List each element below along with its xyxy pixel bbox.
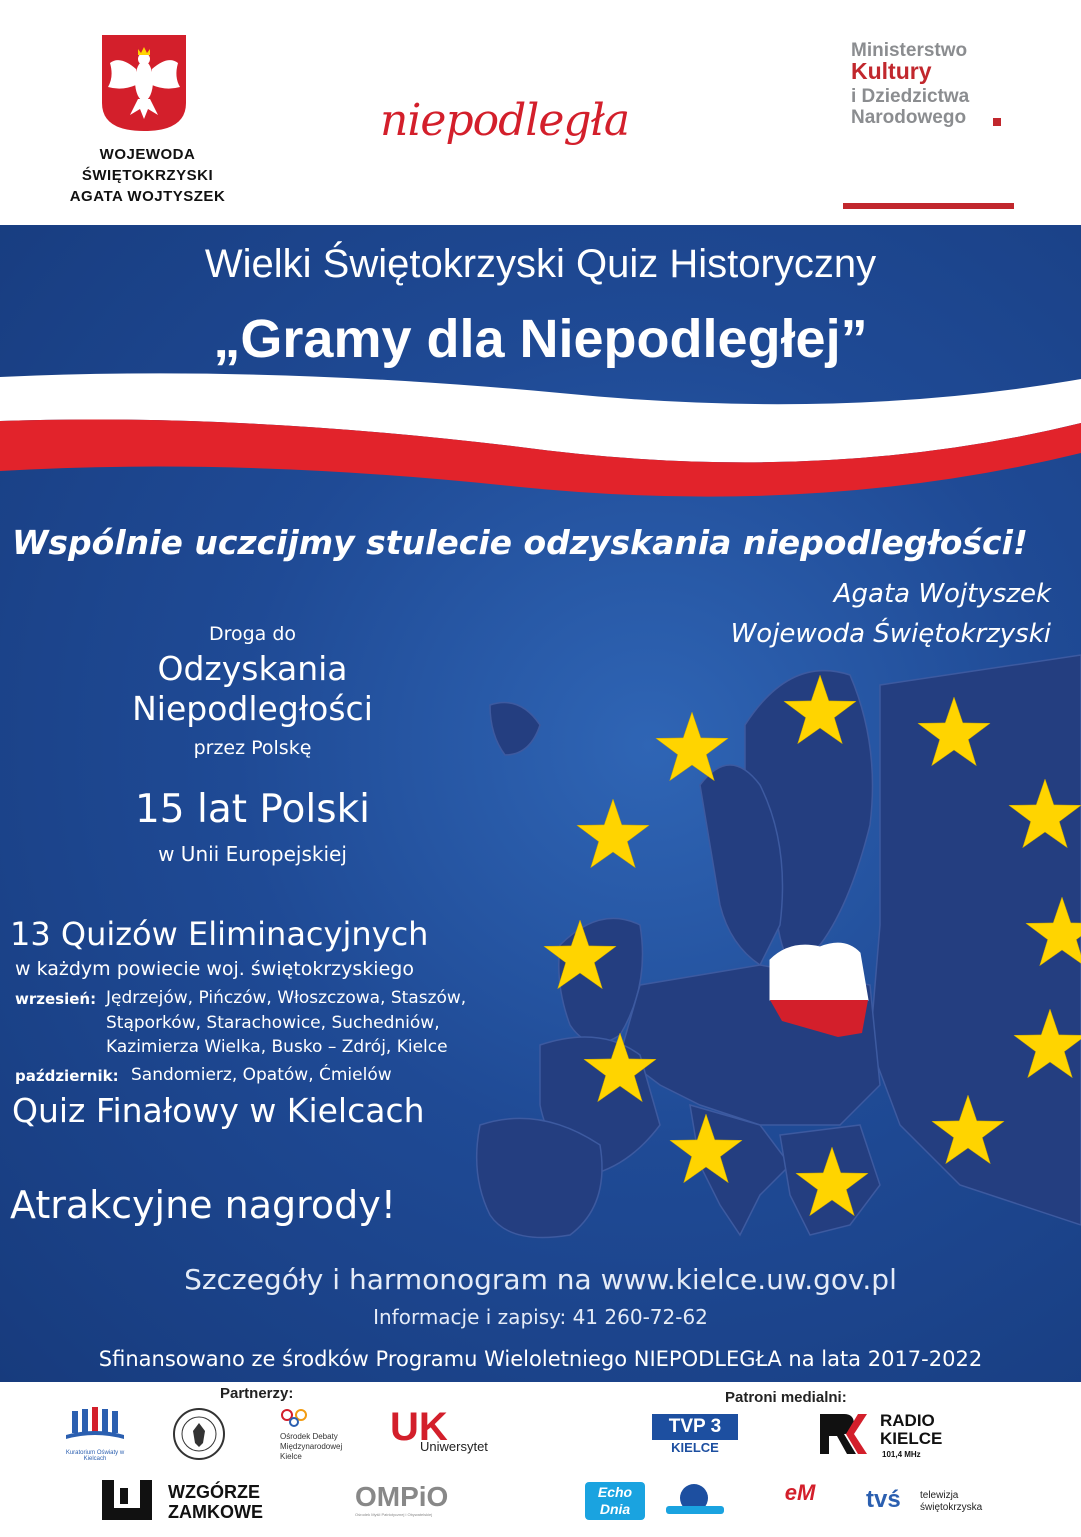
september-line-1: Jędrzejów, Pińczów, Włoszczowa, Staszów, — [106, 988, 467, 1008]
ministry-red-bar — [843, 203, 1014, 209]
topic2-small: w Unii Europejskiej — [158, 842, 347, 866]
kuratorium-logo — [60, 1407, 130, 1462]
title-line-1: Wielki Świętokrzyski Quiz Historyczny — [204, 242, 877, 286]
tvp3-mark: TVP 3 — [652, 1414, 738, 1440]
radio-kielce-freq: 101,4 MHz — [882, 1450, 921, 1459]
ministry-line-4: Narodowego — [851, 107, 967, 128]
ministry-line-2: Kultury — [851, 58, 932, 84]
echo-portal-icon — [660, 1482, 730, 1520]
ompio-logo — [355, 1481, 449, 1524]
kuratorium-books-icon — [60, 1407, 130, 1445]
radio-kielce-rk-icon — [820, 1412, 876, 1456]
quizzes-heading: 13 Quizów Eliminacyjnych — [10, 915, 429, 953]
title-line-2: „Gramy dla Niepodległej” — [213, 309, 868, 369]
footer — [0, 1382, 1081, 1537]
odm-circles-icon — [280, 1409, 310, 1427]
wojewoda-line-3: AGATA WOJTYSZEK — [69, 188, 226, 205]
prizes: Atrakcyjne nagrody! — [10, 1183, 396, 1227]
author-role: Wojewoda Świętokrzyski — [730, 619, 1051, 649]
funding-line: Sfinansowano ze środków Programu Wieloletniego NIEPODLEGŁA na lata 2017-2022 — [98, 1347, 983, 1371]
ujk-mark: UK — [390, 1405, 448, 1449]
final-quiz: Quiz Finałowy w Kielcach — [12, 1091, 425, 1130]
ujk-logo — [390, 1407, 500, 1467]
wzgorze-castle-icon — [100, 1478, 154, 1522]
odm-logo — [280, 1409, 350, 1469]
tvs-mark: tvś — [866, 1486, 901, 1513]
partners-label: Partnerzy: — [220, 1385, 294, 1402]
echo-portal-logo — [660, 1482, 730, 1520]
motto: Wspólnie uczcijmy stulecie odzyskania niepodległości! — [12, 523, 1028, 562]
wzgorze-zamkowe-logo — [100, 1478, 270, 1524]
ompio-subtext: Ośrodek Myśli Patriotycznej i Obywatelskiej — [355, 1512, 433, 1517]
niepodlegla-signature-logo: niepodległa — [380, 95, 630, 146]
topic1-big1: Odzyskania — [157, 649, 348, 688]
wojewoda-line-1: WOJEWODA — [99, 146, 196, 163]
october-line: Sandomierz, Opatów, Ćmielów — [131, 1065, 392, 1085]
media-label: Patroni medialni: — [725, 1389, 847, 1406]
tvp3-logo — [652, 1414, 742, 1474]
tvs-text: telewizja świętokrzyska — [920, 1490, 983, 1513]
ompio-text: OMPiO — [355, 1481, 449, 1512]
september-line-3: Kazimierza Wielka, Busko – Zdrój, Kielce — [106, 1037, 448, 1057]
ministry-line-1: Ministerstwo — [851, 40, 968, 61]
author-name: Agata Wojtyszek — [833, 579, 1051, 609]
eu-star-icon — [577, 799, 649, 868]
main-panel — [0, 225, 1081, 1382]
topic1-small: Droga do — [208, 623, 297, 645]
radio-kielce-text: RADIO KIELCE — [880, 1411, 943, 1448]
details-line: Szczegóły i harmonogram na www.kielce.uw.gov.pl — [184, 1263, 897, 1296]
ipn-logo — [172, 1407, 227, 1462]
september-label: wrzesień: — [15, 990, 97, 1008]
ministry-red-dot — [993, 118, 1001, 126]
kuratorium-text: Kuratorium Oświaty w Kielcach — [65, 1450, 125, 1462]
tvs-logo — [866, 1486, 1006, 1526]
ujk-text: Uniwersytet — [420, 1439, 488, 1454]
tvp3-sub: KIELCE — [671, 1440, 719, 1455]
ministry-line-3: i Dziedzictwa — [851, 86, 970, 107]
wojewoda-line-2: ŚWIĘTOKRZYSKI — [81, 167, 214, 184]
topic1-big2: Niepodległości — [132, 689, 373, 728]
contact-line: Informacje i zapisy: 41 260-72-62 — [373, 1305, 708, 1329]
radio-kielce-logo — [820, 1412, 960, 1472]
topic1-small2: przez Polskę — [193, 737, 312, 759]
odm-text: Ośrodek Debaty Międzynarodowej Kielce — [280, 1432, 343, 1461]
ipn-seal-icon — [172, 1407, 227, 1462]
em-radio-logo: eM — [784, 1480, 816, 1505]
october-label: październik: — [15, 1067, 119, 1085]
echo-dnia-logo: Echo Dnia — [585, 1482, 645, 1520]
september-line-2: Stąporków, Starachowice, Suchedniów, — [106, 1013, 440, 1033]
header — [0, 0, 1081, 225]
quizzes-subheading: w każdym powiecie woj. świętokrzyskiego — [15, 958, 414, 980]
wzgorze-text: WZGÓRZE ZAMKOWE — [168, 1482, 263, 1522]
topic2-big: 15 lat Polski — [134, 787, 370, 832]
polish-eagle-emblem-icon — [100, 33, 188, 133]
